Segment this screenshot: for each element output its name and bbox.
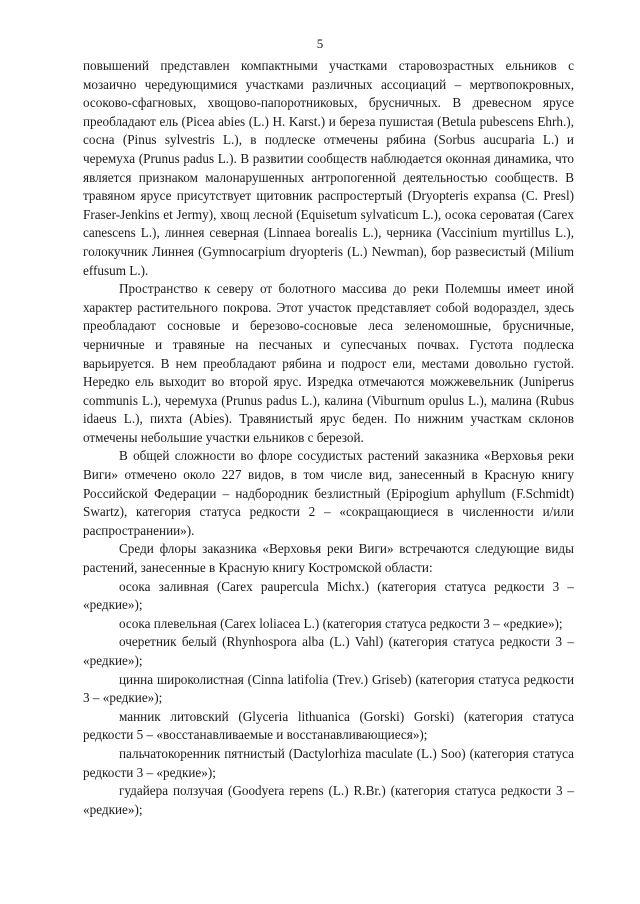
paragraph-red-book-intro: Среди флоры заказника «Верховья реки Виги» встречаются следующие виды растений, занесенные в Красную книгу Костромской области: bbox=[83, 541, 574, 576]
document-body bbox=[83, 57, 574, 819]
list-item-species: цинна широколистная (Cinna latifolia (Trev.) Griseb) (категория статуса редкости 3 – «редкие»); bbox=[83, 671, 574, 706]
list-item-species: осока заливная (Carex paupercula Michx.) (категория статуса редкости 3 – «редкие»); bbox=[83, 578, 574, 613]
list-item-species: осока плевельная (Carex loliacea L.) (категория статуса редкости 3 – «редкие»); bbox=[119, 615, 563, 631]
list-item-species: манник литовский (Glyceria lithuanica (Gorski) Gorski) (категория статуса редкости 5 – «восстанавливаемые и восстанавливающиеся»); bbox=[83, 708, 574, 743]
paragraph-north-territory: Пространство к северу от болотного массива до реки Полемшы имеет иной характер растительного покрова. Этот участок представляет собой водораздел, здесь преобладают сосновые и березово-сосновые леса зеленомошные, брусничные, черничные и травяные на песчаных и супесчаных почвах. Густота подлеска варьируется. В нем преобладают рябина и подрост ели, местами довольно густой. Нередко ель выходит во второй ярус. Изредка отмечаются можжевельник (Juniperus communis L.), черемуха (Prunus padus L.), калина (Viburnum opulus L.), малина (Rubus idaeus L.), пихта (Abies). Травянистый ярус беден. По нижним участкам склонов отмечены небольшие участки ельников с березой. bbox=[83, 281, 574, 445]
page-number: 5 bbox=[316, 36, 324, 51]
list-item-species: пальчатокоренник пятнистый (Dactylorhiza maculate (L.) Soo) (категория статуса редкости 3 – «редкие»); bbox=[83, 745, 574, 780]
list-item-species: гудайера ползучая (Goodyera repens (L.) R.Br.) (категория статуса редкости 3 – «редкие»); bbox=[83, 783, 574, 817]
paragraph-flora-overview: В общей сложности во флоре сосудистых растений заказника «Верховья реки Виги» отмечено около 227 видов, в том числе вид, занесенный в Красную книгу Российской Федерации – надбородник безлистный (Epipogium aphyllum (F.Schmidt) Swartz), категория статуса редкости 2 – «сокращающиеся в численности и/или распространении»). bbox=[83, 448, 574, 538]
list-item-species: очеретник белый (Rhynhospora alba (L.) Vahl) (категория статуса редкости 3 – «редкие»); bbox=[83, 634, 574, 668]
paragraph-forest-description: повышений представлен компактными участками старовозрастных ельников с мозаично чередующимися участками различных ассоциаций – мертвопокровных, осоково-сфагновых, хвощово-папоротниковых, брусничных. В древесном ярусе преобладают ель (Picea abies (L.) H. Karst.) и береза пушистая (Betula pubescens Ehrh.), сосна (Pinus sylvestris L.), в подлеске отмечены рябина (Sorbus aucuparia L.) и черемуха (Prunus padus L.). В развитии сообществ наблюдается оконная динамика, что является признаком малонарушенных антропогенной деятельностью сообществ. В травяном ярусе присутствует щитовник распростертый (Dryopteris expansa (C. Presl) Fraser-Jenkins et Jermy), хвощ лесной (Equisetum sylvaticum L.), осока сероватая (Carex canescens L.), линнея северная (Linnaea borealis L.), черника (Vaccinium myrtillus L.), голокучник Линнея (Gymnocarpium dryopteris (L.) Newman), бор развесистый (Milium effusum L.). bbox=[83, 58, 574, 278]
